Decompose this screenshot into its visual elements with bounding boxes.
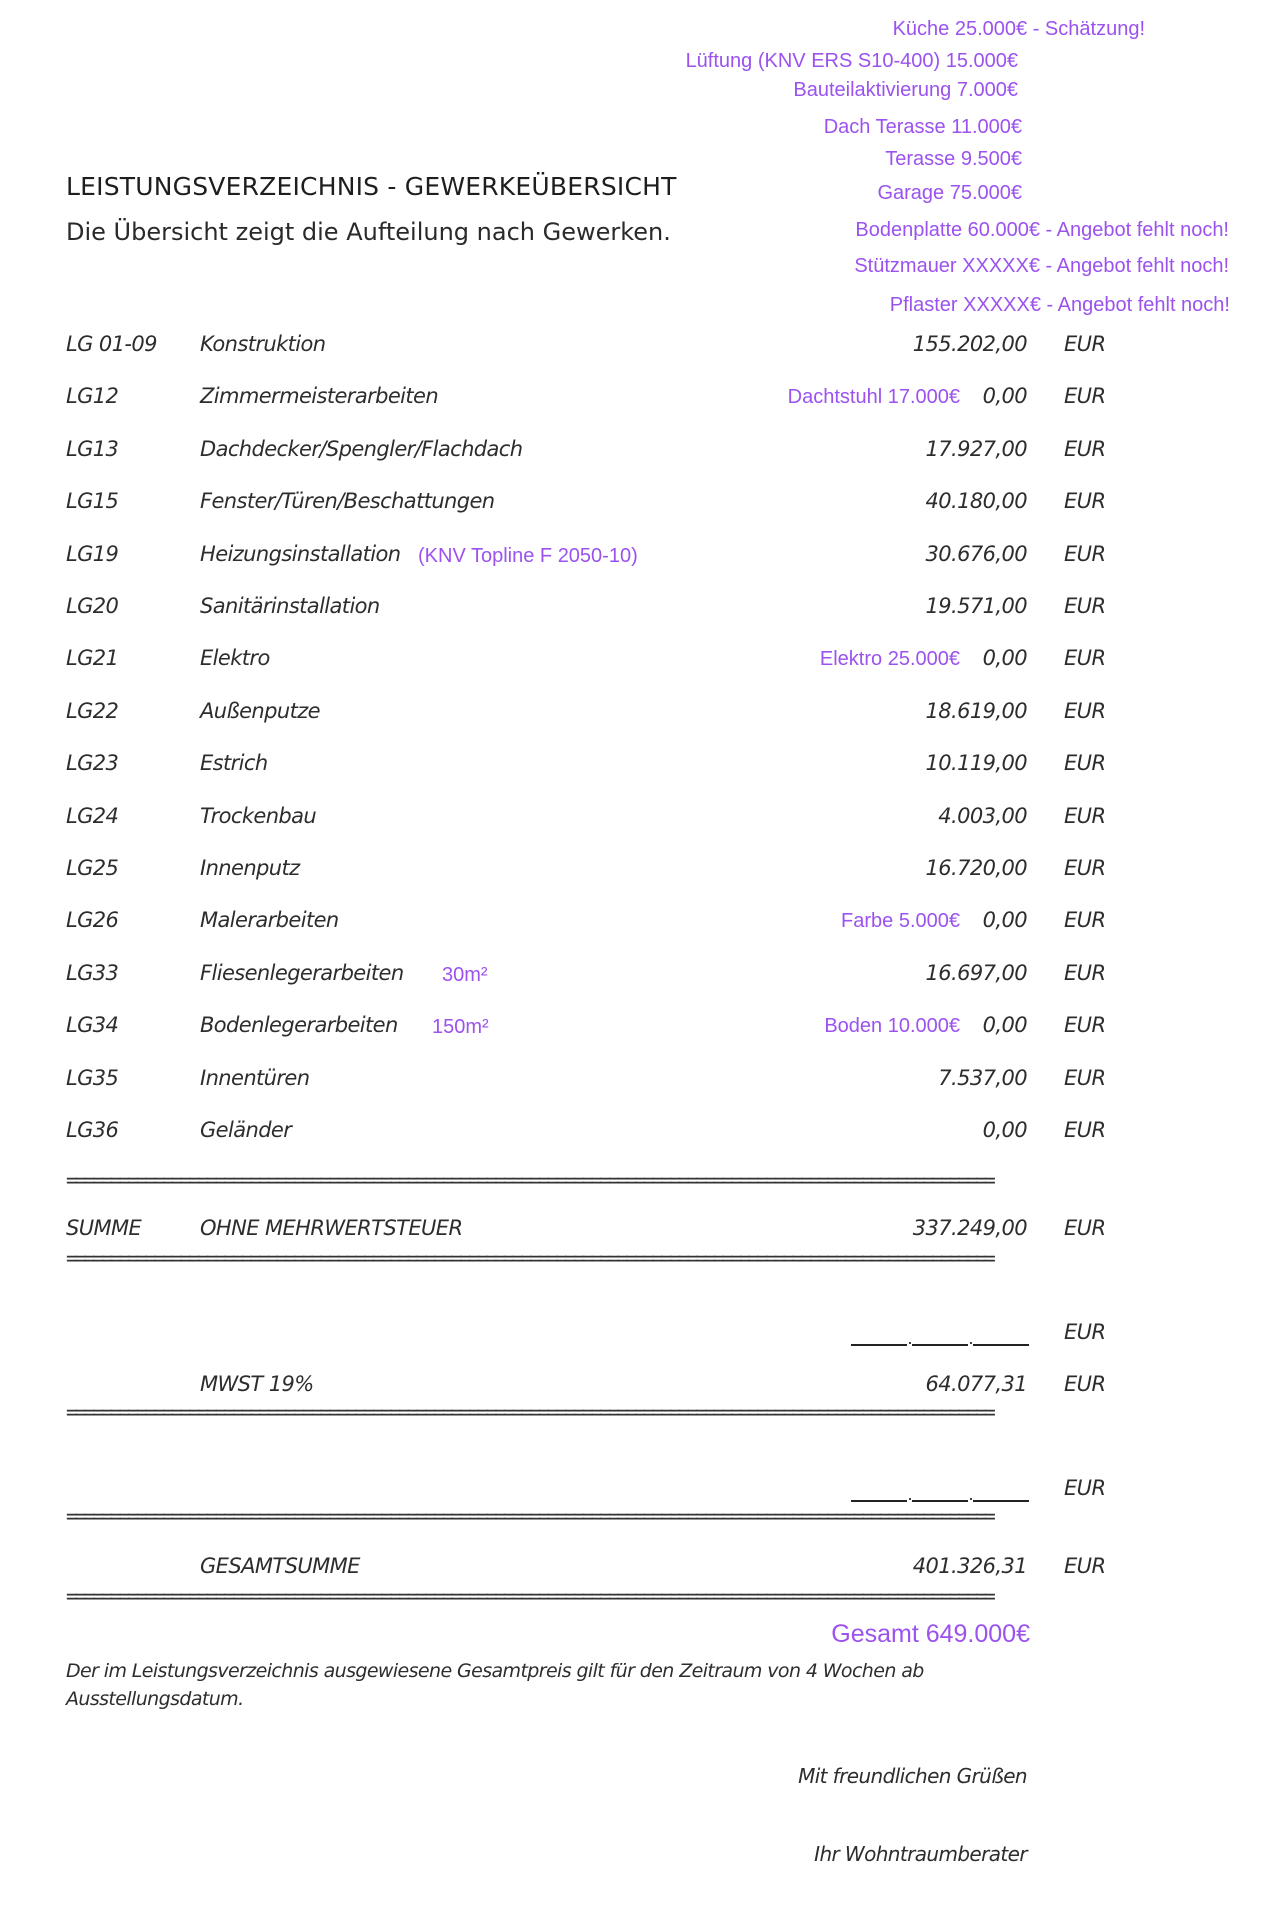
row-amount: 0,00 xyxy=(982,384,1027,408)
row-code: LG25 xyxy=(66,856,119,880)
row-amount: 16.720,00 xyxy=(925,856,1027,880)
separator-line: ========================================================================================================== xyxy=(66,1586,993,1606)
row-currency: EUR xyxy=(1064,646,1106,670)
separator-line: ========================================================================================================== xyxy=(66,1248,993,1268)
row-amount: 0,00 xyxy=(982,908,1027,932)
blank-amount-field xyxy=(851,1328,1027,1346)
annotation-terasse: Terasse 9.500€ xyxy=(885,148,1022,170)
row-currency: EUR xyxy=(1064,332,1106,356)
total-label: GESAMTSUMME xyxy=(200,1554,360,1578)
row-amount: 19.571,00 xyxy=(925,594,1027,618)
row-amount: 10.119,00 xyxy=(925,751,1027,775)
row-name: Innentüren xyxy=(200,1066,310,1090)
row-code: LG19 xyxy=(66,542,119,566)
row-code: LG15 xyxy=(66,489,119,513)
row-amount: 17.927,00 xyxy=(925,437,1027,461)
row-annotation: Dachtstuhl 17.000€ xyxy=(787,386,960,408)
row-currency: EUR xyxy=(1064,1118,1106,1142)
row-annotation: Farbe 5.000€ xyxy=(841,910,960,932)
currency-label: EUR xyxy=(1064,1476,1106,1500)
row-name: Estrich xyxy=(200,751,268,775)
row-amount: 155.202,00 xyxy=(912,332,1027,356)
row-name: Geländer xyxy=(200,1118,292,1142)
separator-line: ========================================================================================================== xyxy=(66,1170,993,1190)
row-code: LG36 xyxy=(66,1118,119,1142)
currency-label: EUR xyxy=(1064,1372,1106,1396)
sum-amount: 337.249,00 xyxy=(912,1216,1027,1240)
row-inline-annotation: 30m² xyxy=(442,964,488,986)
row-currency: EUR xyxy=(1064,542,1106,566)
row-amount: 16.697,00 xyxy=(925,961,1027,985)
row-amount: 0,00 xyxy=(982,646,1027,670)
row-name: Fliesenlegerarbeiten xyxy=(200,961,404,985)
validity-text-line-1: Der im Leistungsverzeichnis ausgewiesene Gesamtpreis gilt für den Zeitraum von 4 Wochen ab xyxy=(66,1660,924,1682)
row-name: Trockenbau xyxy=(200,804,317,828)
row-amount: 0,00 xyxy=(982,1013,1027,1037)
row-code: LG34 xyxy=(66,1013,119,1037)
row-code: LG12 xyxy=(66,384,119,408)
total-annotation: Gesamt 649.000€ xyxy=(831,1620,1030,1648)
row-code: LG33 xyxy=(66,961,119,985)
currency-label: EUR xyxy=(1064,1320,1106,1344)
row-code: LG26 xyxy=(66,908,119,932)
row-currency: EUR xyxy=(1064,751,1106,775)
row-amount: 30.676,00 xyxy=(925,542,1027,566)
total-amount: 401.326,31 xyxy=(912,1554,1027,1578)
row-name: Dachdecker/Spengler/Flachdach xyxy=(200,437,523,461)
validity-text-line-2: Ausstellungsdatum. xyxy=(66,1688,244,1710)
annotation-kueche: Küche 25.000€ - Schätzung! xyxy=(892,18,1145,40)
row-name: Bodenlegerarbeiten xyxy=(200,1013,398,1037)
row-name: Elektro xyxy=(200,646,270,670)
closing-greeting: Mit freundlichen Grüßen xyxy=(798,1764,1027,1788)
sum-description: OHNE MEHRWERTSTEUER xyxy=(200,1216,463,1240)
row-currency: EUR xyxy=(1064,804,1106,828)
row-amount: 4.003,00 xyxy=(938,804,1027,828)
vat-label: MWST 19% xyxy=(200,1372,314,1396)
row-annotation: Elektro 25.000€ xyxy=(819,648,960,670)
row-code: LG24 xyxy=(66,804,119,828)
row-code: LG21 xyxy=(66,646,119,670)
row-amount: 40.180,00 xyxy=(925,489,1027,513)
annotation-pflaster: Pflaster XXXXX€ - Angebot fehlt noch! xyxy=(889,294,1230,316)
row-amount: 0,00 xyxy=(982,1118,1027,1142)
blank-amount-field xyxy=(851,1484,1027,1502)
row-code: LG35 xyxy=(66,1066,119,1090)
row-name: Malerarbeiten xyxy=(200,908,339,932)
annotation-bodenplatte: Bodenplatte 60.000€ - Angebot fehlt noch! xyxy=(855,219,1229,241)
annotation-garage: Garage 75.000€ xyxy=(877,182,1022,204)
row-currency: EUR xyxy=(1064,594,1106,618)
separator-line: ========================================================================================================== xyxy=(66,1402,993,1422)
row-name: Fenster/Türen/Beschattungen xyxy=(200,489,495,513)
page-subtitle: Die Übersicht zeigt die Aufteilung nach Gewerken. xyxy=(66,218,671,246)
row-currency: EUR xyxy=(1064,856,1106,880)
separator-line: ========================================================================================================== xyxy=(66,1506,993,1526)
row-name: Innenputz xyxy=(200,856,300,880)
row-code: LG20 xyxy=(66,594,119,618)
row-annotation: Boden 10.000€ xyxy=(824,1015,960,1037)
page-title: LEISTUNGSVERZEICHNIS - GEWERKEÜBERSICHT xyxy=(66,172,677,201)
row-currency: EUR xyxy=(1064,908,1106,932)
vat-amount: 64.077,31 xyxy=(925,1372,1027,1396)
row-name: Konstruktion xyxy=(200,332,326,356)
currency-label: EUR xyxy=(1064,1554,1106,1578)
annotation-lueftung: Lüftung (KNV ERS S10-400) 15.000€ xyxy=(685,50,1018,72)
row-amount: 7.537,00 xyxy=(938,1066,1027,1090)
annotation-bauteilaktivierung: Bauteilaktivierung 7.000€ xyxy=(793,79,1018,101)
currency-label: EUR xyxy=(1064,1216,1106,1240)
row-name: Heizungsinstallation xyxy=(200,542,401,566)
row-code: LG22 xyxy=(66,699,119,723)
sum-label: SUMME xyxy=(66,1216,142,1240)
row-amount: 18.619,00 xyxy=(925,699,1027,723)
row-currency: EUR xyxy=(1064,384,1106,408)
row-code: LG 01-09 xyxy=(66,332,157,356)
row-currency: EUR xyxy=(1064,437,1106,461)
row-currency: EUR xyxy=(1064,699,1106,723)
row-inline-annotation: 150m² xyxy=(432,1016,489,1038)
row-inline-annotation: (KNV Topline F 2050-10) xyxy=(418,545,638,567)
row-code: LG13 xyxy=(66,437,119,461)
row-code: LG23 xyxy=(66,751,119,775)
row-name: Außenputze xyxy=(200,699,320,723)
row-name: Zimmermeisterarbeiten xyxy=(200,384,439,408)
row-currency: EUR xyxy=(1064,961,1106,985)
row-currency: EUR xyxy=(1064,1066,1106,1090)
row-currency: EUR xyxy=(1064,489,1106,513)
row-name: Sanitärinstallation xyxy=(200,594,380,618)
annotation-stuetzmauer: Stützmauer XXXXX€ - Angebot fehlt noch! xyxy=(854,255,1229,277)
annotation-dach-terasse: Dach Terasse 11.000€ xyxy=(823,116,1022,138)
row-currency: EUR xyxy=(1064,1013,1106,1037)
signature: Ihr Wohntraumberater xyxy=(814,1842,1027,1866)
